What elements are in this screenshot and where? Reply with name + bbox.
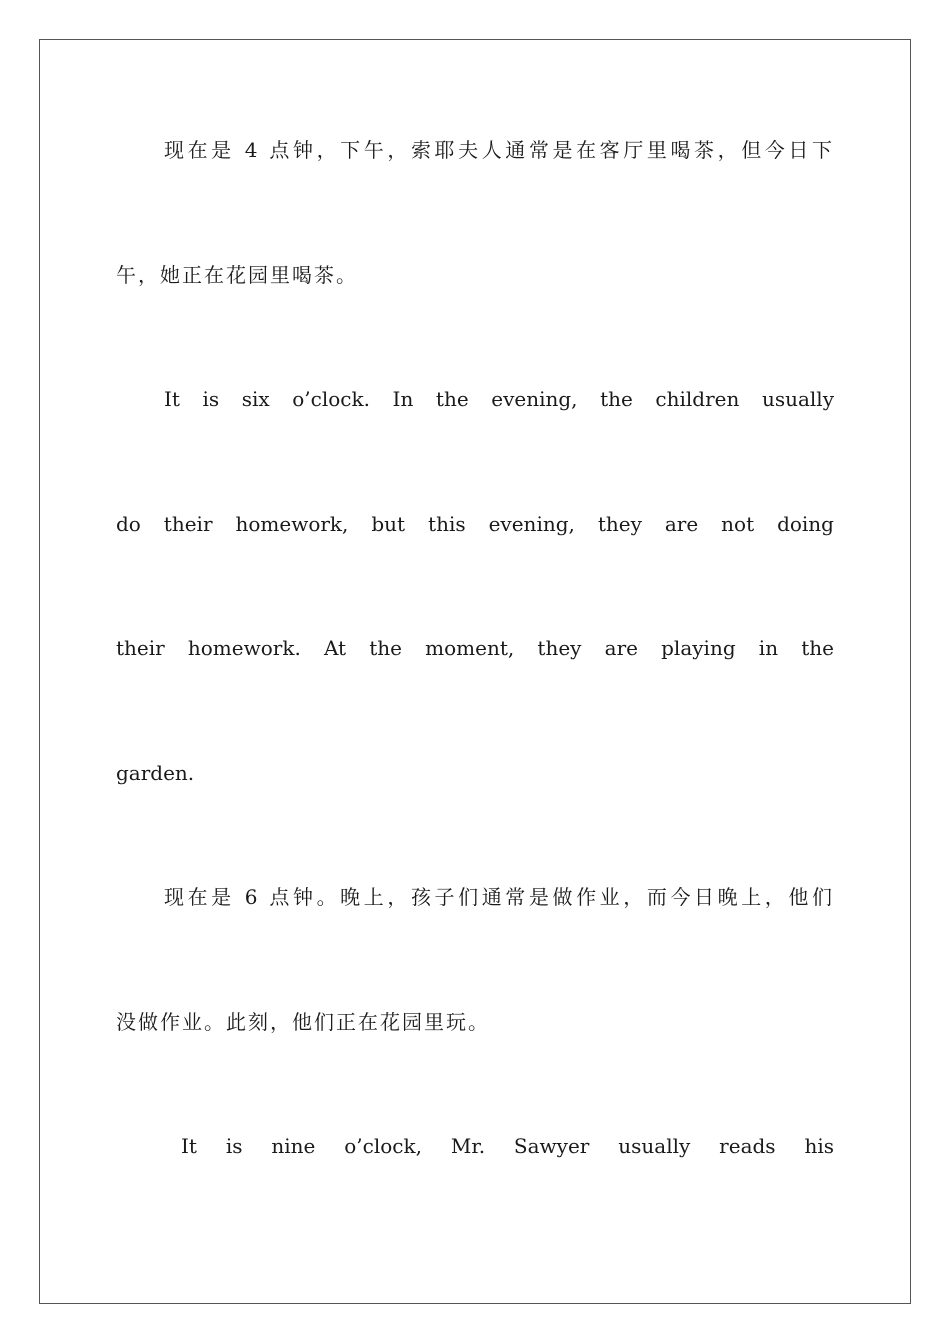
paragraph-2-line-4: garden. (116, 761, 195, 785)
page-frame (39, 39, 911, 1304)
paragraph-2-line-3: their homework. At the moment, they are playing in the (116, 636, 834, 660)
paragraph-1-line-1: 现在是 4 点钟，下午，索耶夫人通常是在客厅里喝茶，但今日下 (164, 138, 834, 162)
paragraph-3-line-2: 没做作业。此刻，他们正在花园里玩。 (116, 1010, 490, 1034)
paragraph-4-line-1: It is nine o’clock, Mr. Sawyer usually reads his (181, 1134, 834, 1158)
paragraph-1-line-2: 午，她正在花园里喝茶。 (116, 263, 358, 287)
paragraph-2-line-2: do their homework, but this evening, they are not doing (116, 512, 834, 536)
paragraph-3-line-1: 现在是 6 点钟。晚上，孩子们通常是做作业，而今日晚上，他们 (164, 885, 834, 909)
paragraph-2-line-1: It is six o’clock. In the evening, the children usually (164, 387, 834, 411)
